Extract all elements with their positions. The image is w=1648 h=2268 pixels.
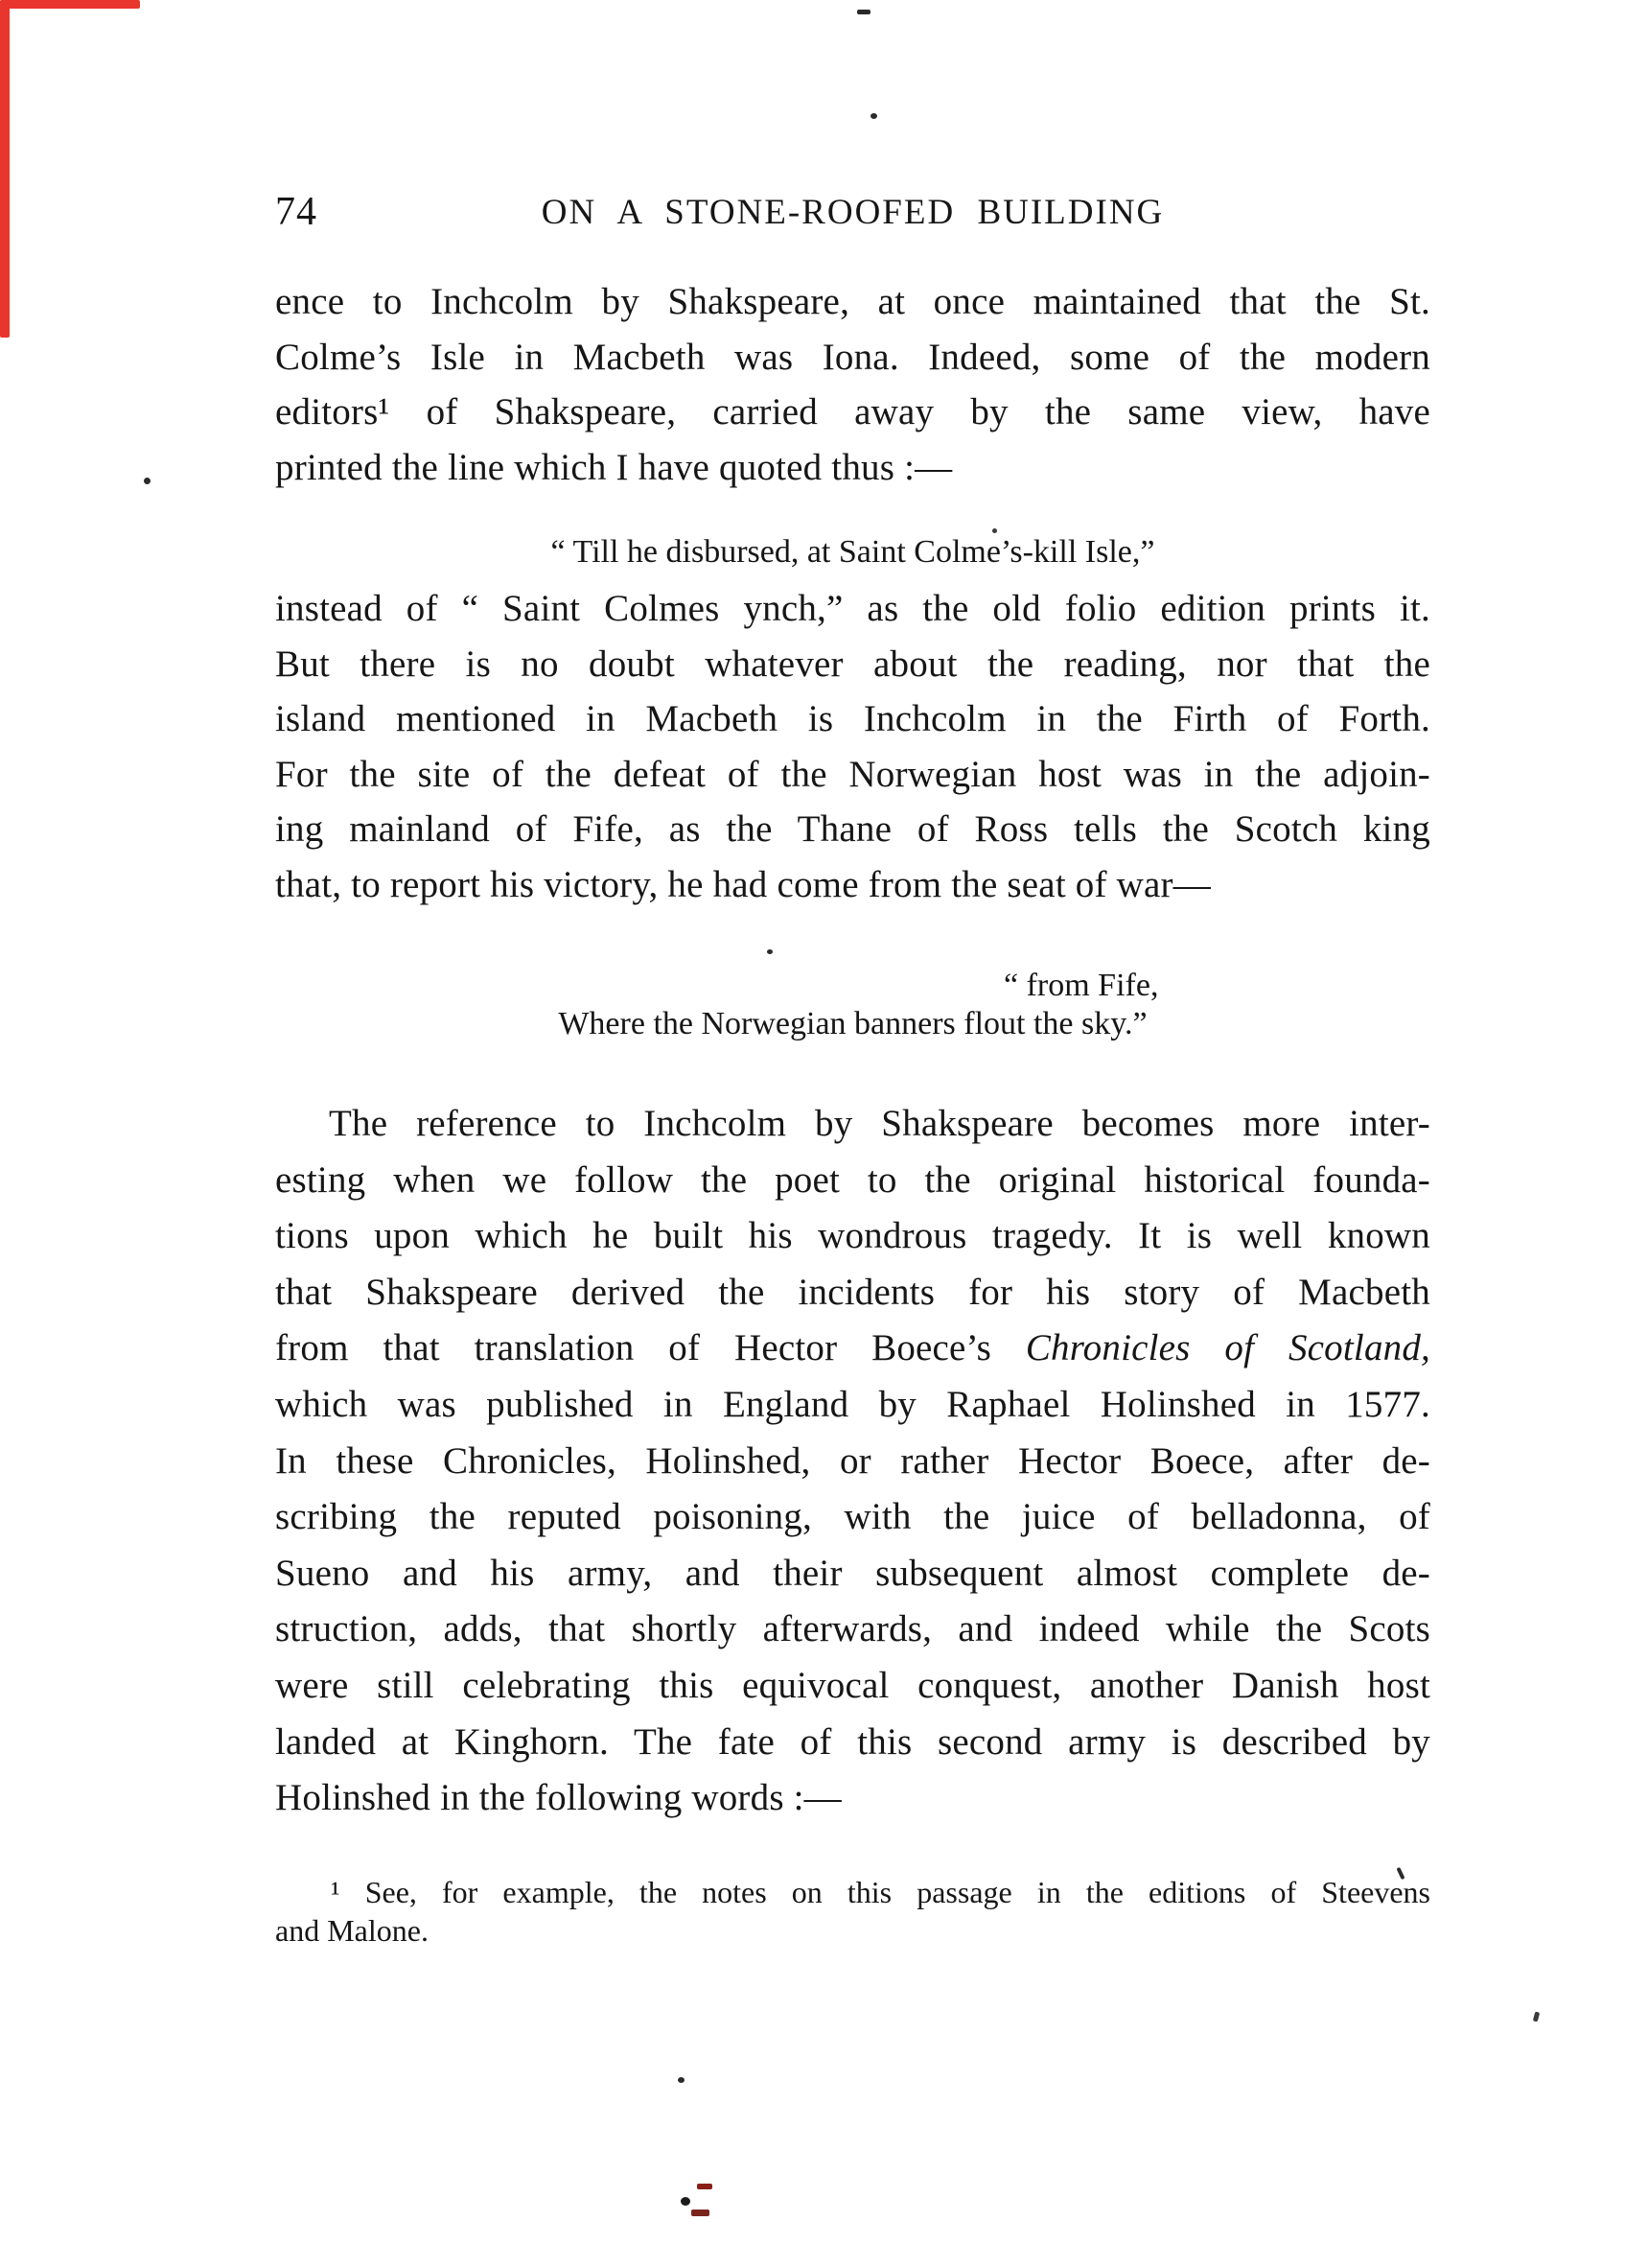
text-segment: ing mainland of Fife, as the Thane of Ross tells the Scotch king	[275, 808, 1430, 850]
ink-speck-dot	[767, 949, 773, 954]
text-segment: printed the line which I have quoted thus :—	[275, 446, 953, 488]
page-header-row	[275, 192, 1430, 236]
text-line	[275, 330, 1430, 386]
text-segment: In these Chronicles, Holinshed, or rather Hector Boece, after de-	[275, 1439, 1430, 1482]
text-line	[275, 1489, 1430, 1546]
text-line	[275, 1377, 1430, 1434]
text-segment: from that translation of Hector Boece’s	[275, 1327, 1026, 1369]
text-line	[275, 1873, 1430, 1911]
text-segment: were still celebrating this equivocal conquest, another Danish host	[275, 1664, 1430, 1706]
text-segment: For the site of the defeat of the Norwegian host was in the adjoin-	[275, 753, 1430, 795]
text-line	[275, 1153, 1430, 1209]
text-line	[275, 440, 1430, 496]
text-segment: esting when we follow the poet to the original historical founda-	[275, 1158, 1430, 1201]
text-line	[275, 274, 1430, 330]
italic-text-segment: Chronicles of Scotland,	[1025, 1327, 1430, 1369]
text-segment: and Malone.	[275, 1913, 429, 1948]
ink-blot	[681, 2197, 690, 2206]
ink-speck-dash-top	[857, 10, 870, 14]
text-segment: that, to report his victory, he had come from the seat of war—	[275, 863, 1211, 905]
paragraph-1-top	[275, 274, 1430, 495]
text-segment: “ from Fife,	[1004, 968, 1159, 1003]
text-segment: editors¹ of Shakspeare, carried away by the same view, have	[275, 391, 1430, 433]
text-segment: Colme’s Isle in Macbeth was Iona. Indeed, some of the modern	[275, 336, 1430, 378]
text-segment: ¹ See, for example, the notes on this passage in the editions of Steevens	[331, 1875, 1430, 1909]
ink-speck-dot	[678, 2077, 685, 2083]
text-segment: Sueno and his army, and their subsequent almost complete de-	[275, 1552, 1430, 1594]
text-line	[275, 1005, 1430, 1043]
running-header: ON A STONE-ROOFED BUILDING	[541, 193, 1165, 232]
red-edge-bar-left	[0, 0, 10, 338]
text-segment: tions upon which he built his wondrous tragedy. It is well known	[275, 1215, 1430, 1257]
text-segment: instead of “ Saint Colmes ynch,” as the old folio edition prints it.	[275, 588, 1430, 629]
text-line	[275, 691, 1430, 747]
text-line	[275, 1911, 1430, 1950]
text-line	[275, 1321, 1430, 1377]
text-line	[275, 637, 1430, 692]
red-ink-dash	[691, 2210, 709, 2216]
text-line	[275, 1658, 1430, 1715]
ink-speck-comma	[1533, 2012, 1540, 2022]
text-line	[275, 747, 1430, 803]
text-line	[275, 1546, 1430, 1602]
text-line	[275, 1770, 1430, 1827]
text-line	[275, 1434, 1430, 1490]
text-segment: struction, adds, that shortly afterwards, and indeed while the Scots	[275, 1608, 1430, 1650]
red-edge-bar-top	[0, 0, 140, 9]
text-line	[275, 1208, 1430, 1265]
ink-speck-dot	[870, 113, 877, 119]
text-line	[275, 581, 1430, 637]
paragraph-2	[275, 1096, 1430, 1827]
text-line	[275, 1715, 1430, 1771]
paragraph-1-continued	[275, 581, 1430, 912]
text-line	[275, 533, 1430, 572]
text-segment: landed at Kinghorn. The fate of this second army is described by	[275, 1720, 1430, 1763]
text-segment: “ Till he disbursed, at Saint Colme’s-kill Isle,”	[550, 534, 1155, 570]
text-segment: The reference to Inchcolm by Shakspeare becomes more inter-	[329, 1103, 1430, 1144]
text-line	[275, 967, 1430, 1005]
footnote	[275, 1873, 1430, 1950]
text-segment: which was published in England by Raphael Holinshed in 1577.	[275, 1383, 1430, 1425]
red-ink-dash	[697, 2184, 712, 2189]
text-line	[275, 385, 1430, 440]
ink-speck-dot	[144, 478, 151, 484]
text-line	[275, 1602, 1430, 1658]
text-line	[275, 1096, 1430, 1153]
page-number: 74	[275, 190, 317, 234]
verse-quote-2	[275, 967, 1430, 1043]
text-segment: that Shakspeare derived the incidents for his story of Macbeth	[275, 1271, 1430, 1313]
text-segment: Where the Norwegian banners flout the sky.”	[558, 1006, 1148, 1041]
text-segment: island mentioned in Macbeth is Inchcolm in the Firth of Forth.	[275, 698, 1430, 739]
text-segment: scribing the reputed poisoning, with the juice of belladonna, of	[275, 1496, 1430, 1538]
text-line	[275, 857, 1430, 913]
text-segment: ence to Inchcolm by Shakspeare, at once maintained that the St.	[275, 281, 1430, 322]
text-line	[275, 1265, 1430, 1321]
text-segment: But there is no doubt whatever about the reading, nor that the	[275, 643, 1430, 685]
text-line	[275, 802, 1430, 857]
text-segment: Holinshed in the following words :—	[275, 1777, 842, 1819]
verse-quote-1	[275, 533, 1430, 572]
